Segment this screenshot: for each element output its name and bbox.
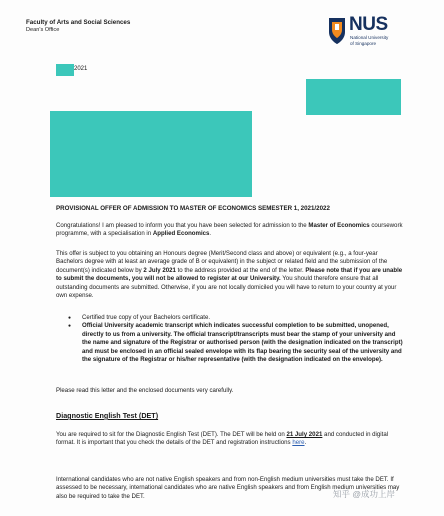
det-paragraph: You are required to sit for the Diagnostic English Test (DET). The DET will be held on 21 July 2021 and conducted in digital format. It is important that you check the details of the DET and registration instructions here. [56, 431, 389, 447]
document-item-transcript: ● Official University academic transcript which indicates successful completion to be submitted, unopened, directly to us from a university. The official transcript/transcripts must bear the stamp of your university and the name and signature of the Registrar or authorised person (with the designation indicated on the transcript) and must be enclosed in an official sealed envelope with its flap bearing the security seal of the university and the signature of the Registrar or his/her representative (with the designation indicated on the envelope). [56, 322, 404, 364]
redaction-date [56, 64, 74, 76]
nus-logo-subtitle: National University of Singapore [350, 35, 389, 46]
det-requirement-paragraph: International candidates who are not native English speakers and from non-English medium universities must take the DET. If assessed to be necessary, international candidates who are native English speakers and from English medium universities may also be required to take the DET. [56, 476, 400, 500]
office-name: Dean's Office [26, 27, 60, 33]
documents-list [56, 314, 404, 364]
redaction-address [50, 111, 252, 197]
redaction-box-right [306, 79, 401, 115]
conditions-paragraph: This offer is subject to you obtaining an Honours degree (Merit/Second class and above) or equivalent (e.g., a four-year Bachelors degree with at least an average grade of B or equivalent) in the subject or related field and the submission of the document(s) indicated below by 2 July 2021 to the address provided at the end of the letter. Please note that if you are unable to submit the documents, you will not be allowed to register at our University. You should therefore ensure that all outstanding documents are submitted. Otherwise, if you are not locally domiciled you will have to return to your country at your own expense. [56, 250, 403, 300]
zhihu-watermark: 知乎 @成功上岸 [333, 489, 395, 499]
read-carefully-note: Please read this letter and the enclosed documents very carefully. [56, 387, 234, 394]
nus-logo-text: NUS [349, 14, 388, 35]
det-heading: Diagnostic English Test (DET) [56, 411, 159, 420]
offer-title: PROVISIONAL OFFER OF ADMISSION TO MASTER OF ECONOMICS SEMESTER 1, 2021/2022 [56, 205, 330, 212]
faculty-name: Faculty of Arts and Social Sciences [26, 19, 131, 26]
letter-date: 2021 [74, 66, 88, 72]
det-registration-link[interactable]: here [292, 439, 305, 447]
document-item-certificate: ● Certified true copy of your Bachelors certificate. [56, 314, 404, 322]
congrats-paragraph: Congratulations! I am pleased to inform you that you have been selected for admission to the Master of Economics coursework programme, with a specialisation in Applied Economics. [56, 222, 403, 238]
